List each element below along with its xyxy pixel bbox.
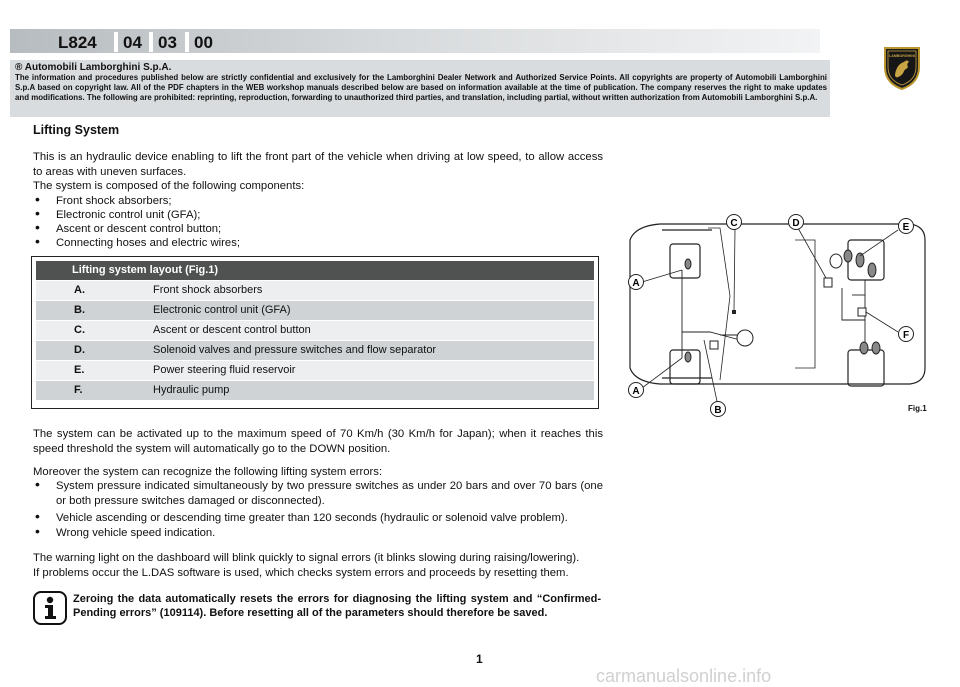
svg-text:A: A xyxy=(632,386,640,397)
section-title: Lifting System xyxy=(33,123,120,137)
svg-text:C: C xyxy=(730,218,738,229)
components-intro: The system is composed of the following components: xyxy=(33,180,305,192)
table-row: F. Hydraulic pump xyxy=(36,381,594,400)
page-number: 1 xyxy=(476,652,483,666)
error-item: • System pressure indicated simultaneously by two pressure switches as under 20 bars and over 70 bars (one or both pressure switches damaged or disconnected). xyxy=(35,476,603,507)
table-row: B. Electronic control unit (GFA) xyxy=(36,301,594,320)
svg-text:F: F xyxy=(902,330,910,341)
svg-text:A: A xyxy=(632,278,640,289)
svg-text:D: D xyxy=(792,218,800,229)
callout-d xyxy=(789,215,804,230)
legal-title: ® Automobili Lamborghini S.p.A. xyxy=(15,62,172,73)
intro-paragraph: This is an hydraulic device enabling to lift the front part of the vehicle when driving at low speed, to allow access to areas with uneven surfaces. xyxy=(33,151,603,178)
lifting-system-diagram xyxy=(620,200,950,416)
legal-notice-text: The information and procedures published below are strictly confidential and exclusively for the Lamborghini Dealer Network and Authorized Service Points. All copyrights are property of Automobili Lamborghini S.p.A based on copyright law. All of the PDF chapters in the WEB workshop manuals described below are based on information available at the time of publication. The company reserves the right to make updates and modifications. The following are prohibited: reprinting, reproduction, forwarding to unauthorized third parties, and translation, including partial, without written authorization from Automobili Lamborghini S.p.A. xyxy=(15,73,827,102)
svg-text:LAMBORGHINI: LAMBORGHINI xyxy=(889,54,915,58)
ldas-paragraph: If problems occur the L.DAS software is used, which checks system errors and proceeds by resetting them. xyxy=(33,567,569,579)
svg-text:B: B xyxy=(714,405,722,416)
table-header: Lifting system layout (Fig.1) xyxy=(36,261,594,280)
layout-legend-table xyxy=(31,256,599,409)
callout-e xyxy=(899,219,914,234)
code-separator xyxy=(114,32,118,52)
note-text: Zeroing the data automatically resets the errors for diagnosing the lifting system and “Confirmed-Pending errors” (109114). Before resetting all of the parameters should therefore be saved. xyxy=(73,593,601,619)
callout-c xyxy=(727,215,742,230)
figure-caption: Fig.1 xyxy=(908,404,927,413)
table-row: A. Front shock absorbers xyxy=(36,281,594,300)
component-item: • Electronic control unit (GFA); xyxy=(35,205,201,221)
component-item: • Connecting hoses and electric wires; xyxy=(35,233,240,249)
activation-paragraph: The system can be activated up to the maximum speed of 70 Km/h (30 Km/h for Japan); when it reaches this speed threshold the system will automatically go to the DOWN position. xyxy=(33,428,603,455)
callout-a-front-lower xyxy=(629,383,644,398)
warning-light-paragraph: The warning light on the dashboard will blink quickly to signal errors (it blinks slowing during raising/lowering). xyxy=(33,552,580,564)
doc-code-subgroup: 03 xyxy=(158,33,177,52)
doc-code-group: 04 xyxy=(123,33,142,52)
watermark: carmanualsonline.info xyxy=(596,666,772,686)
error-item: • Vehicle ascending or descending time greater than 120 seconds (hydraulic or solenoid valve problem). xyxy=(35,508,568,524)
error-item: • Wrong vehicle speed indication. xyxy=(35,523,216,539)
callout-f xyxy=(899,327,914,342)
code-separator xyxy=(185,32,189,52)
table-row: D. Solenoid valves and pressure switches and flow separator xyxy=(36,341,594,360)
errors-intro: Moreover the system can recognize the following lifting system errors: xyxy=(33,466,383,478)
table-row: C. Ascent or descent control button xyxy=(36,321,594,340)
lamborghini-logo xyxy=(882,45,922,91)
info-icon xyxy=(33,591,67,625)
doc-code-revision: 00 xyxy=(194,33,213,52)
code-separator xyxy=(149,32,153,52)
component-item: • Ascent or descent control button; xyxy=(35,219,222,235)
callout-b xyxy=(711,402,726,417)
doc-code-model: L824 xyxy=(58,33,97,52)
table-row: E. Power steering fluid reservoir xyxy=(36,361,594,380)
component-item: • Front shock absorbers; xyxy=(35,191,172,207)
callout-a-front-upper xyxy=(629,275,644,290)
svg-text:E: E xyxy=(902,222,910,233)
